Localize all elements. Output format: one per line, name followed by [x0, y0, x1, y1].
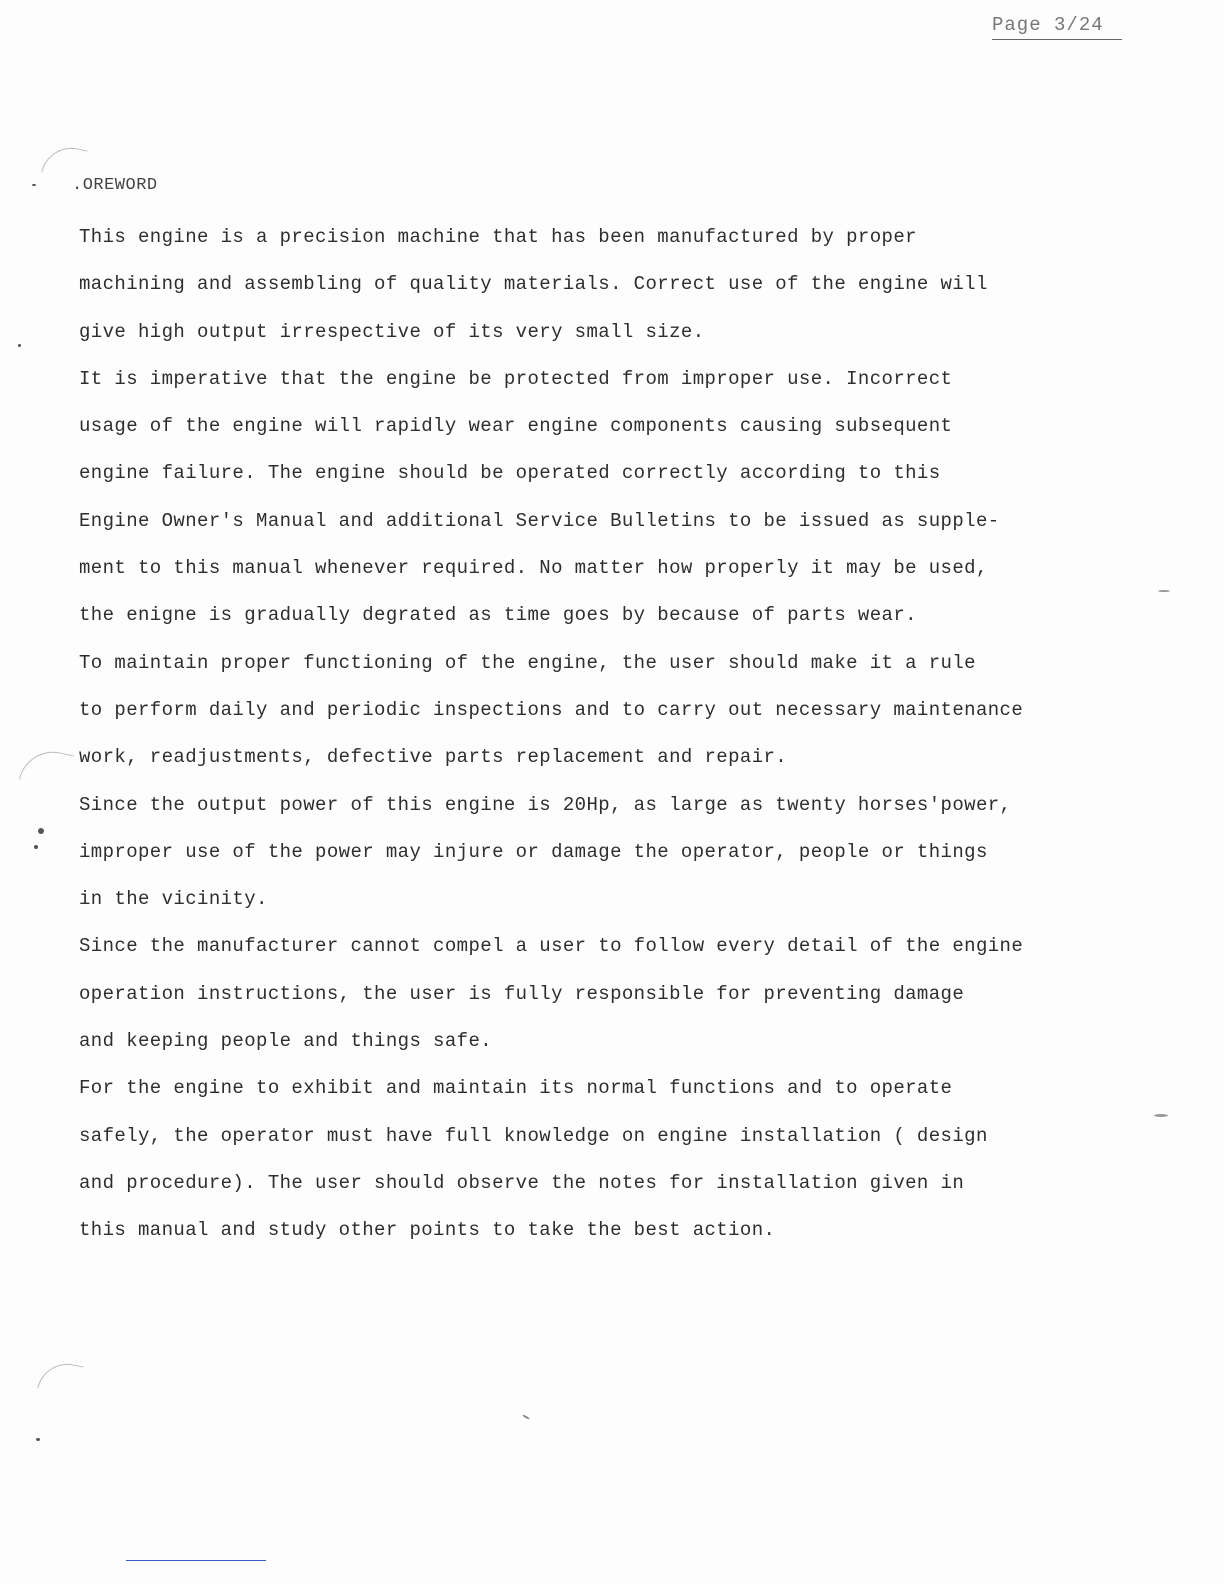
text-line: Since the output power of this engine is 20Hp, as large as twenty horses'power, [79, 793, 1012, 816]
scan-artifact-speck [34, 845, 38, 849]
text-line: It is imperative that the engine be protected from improper use. Incorrect [79, 367, 953, 390]
text-line: engine failure. The engine should be operated correctly according to this [79, 462, 941, 485]
scan-artifact-curl [19, 745, 74, 789]
text-line: safely, the operator must have full knowledge on engine installation ( design [79, 1124, 988, 1147]
text-line: Engine Owner's Manual and additional Service Bulletins to be issued as supple- [79, 509, 1000, 532]
scan-artifact-speck [522, 1414, 530, 1420]
scan-artifact-speck [1154, 1114, 1168, 1117]
scan-artifact-speck [18, 344, 21, 347]
body-text [79, 222, 1079, 1263]
page-number: Page 3/24 [992, 14, 1122, 40]
text-line: and procedure). The user should observe the notes for installation given in [79, 1171, 965, 1194]
scan-artifact-speck [38, 828, 44, 834]
text-line: this manual and study other points to take the best action. [79, 1219, 776, 1242]
bottom-edge-mark [126, 1560, 266, 1561]
text-line: Since the manufacturer cannot compel a user to follow every detail of the engine [79, 935, 1024, 958]
text-line: work, readjustments, defective parts replacement and repair. [79, 746, 788, 769]
text-line: machining and assembling of quality materials. Correct use of the engine will [79, 273, 988, 296]
scan-artifact-speck [32, 184, 36, 186]
text-line: to perform daily and periodic inspections and to carry out necessary maintenance [79, 698, 1024, 721]
scan-artifact-curl [41, 142, 88, 181]
text-line: To maintain proper functioning of the engine, the user should make it a rule [79, 651, 976, 674]
text-line: For the engine to exhibit and maintain its normal functions and to operate [79, 1077, 953, 1100]
text-line: give high output irrespective of its very small size. [79, 320, 705, 343]
text-line: the enigne is gradually degrated as time goes by because of parts wear. [79, 604, 917, 627]
text-line: usage of the engine will rapidly wear engine components causing subsequent [79, 415, 953, 438]
text-line: operation instructions, the user is fully responsible for preventing damage [79, 982, 965, 1005]
section-heading: .OREWORD [72, 176, 158, 195]
text-line: This engine is a precision machine that has been manufactured by proper [79, 226, 917, 248]
scan-artifact-speck [36, 1438, 40, 1441]
scan-artifact-curl [37, 1358, 84, 1397]
text-line: in the vicinity. [79, 888, 268, 911]
text-line: improper use of the power may injure or damage the operator, people or things [79, 840, 988, 863]
text-line: ment to this manual whenever required. No matter how properly it may be used, [79, 557, 988, 580]
scan-artifact-speck [1158, 590, 1170, 592]
text-line: and keeping people and things safe. [79, 1030, 493, 1053]
